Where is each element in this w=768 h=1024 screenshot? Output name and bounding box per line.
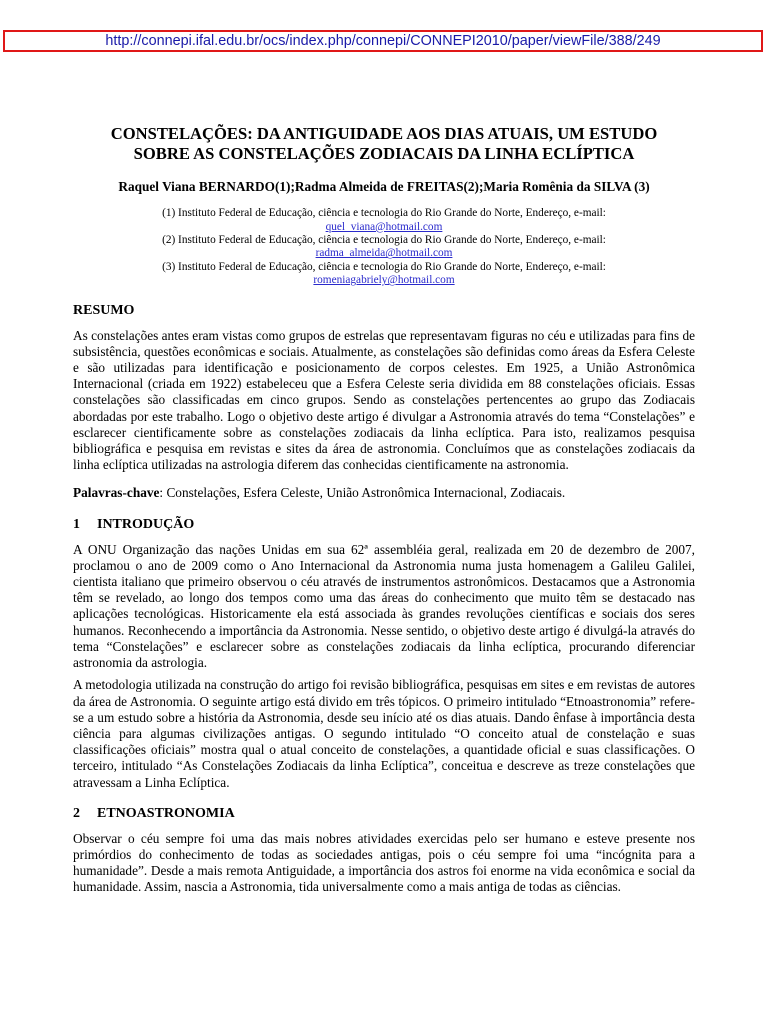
abstract-text: As constelações antes eram vistas como grupos de estrelas que representavam figuras no céu e utilizadas para fins de subsistência, questões econômicas e sociais. Atualmente, as constelações são definidas como áreas da Esfera Celeste e são utilizadas para identificação e posicionamento de corpos celestes. Em 1925, a União Astronômica Internacional (criada em 1922) estabeleceu que a Esfera Celeste seria dividida em 88 constelações oficiais. Essas constelações são classificadas em cinco grupos. Sendo as constelações pertencentes ao grupo das Zodiacais abordadas por este trabalho. Logo o objetivo deste artigo é divulgar a Astronomia através do tema “Constelações” e esclarecer cientificamente sobre as constelações zodiacais da linha eclíptica. Para isto, realizamos pesquisa bibliográfica e pesquisa em revistas e sites da área de astronomia. Concluímos que as constelações zodiacais da linha eclíptica utilizadas na astrologia diferem das conhecidas cientificamente na astronomia. <box>73 327 695 473</box>
affiliations <box>73 207 695 287</box>
affiliation-email-link[interactable]: radma_almeida@hotmail.com <box>315 247 453 260</box>
source-url-banner[interactable] <box>3 30 763 52</box>
keywords-label: Palavras-chave <box>73 485 160 501</box>
affiliation-3 <box>73 261 695 288</box>
affiliation-2 <box>73 234 695 261</box>
abstract-heading: RESUMO <box>73 302 135 318</box>
section-heading-introduction <box>73 516 695 534</box>
section-number: 1 <box>73 516 80 532</box>
section-title: INTRODUÇÃO <box>97 516 195 532</box>
affiliation-email-link[interactable]: romeniagabriely@hotmail.com <box>313 274 455 287</box>
paper-page <box>73 124 695 902</box>
section-number: 2 <box>73 805 80 821</box>
affiliation-text: (2) Instituto Federal de Educação, ciência e tecnologia do Rio Grande do Norte, Endereço, e-mail: <box>162 234 606 247</box>
section-paragraph: A ONU Organização das nações Unidas em sua 62ª assembléia geral, realizada em 20 de dezembro de 2007, proclamou o ano de 2009 como o Ano Internacional da Astronomia numa justa homenagem a Galileu Galilei, cientista italiano que primeiro observou o céu através de instrumentos astronômicos. Destacamos que a Astronomia têm se revelado, ao longo dos tempos como uma das áreas do conhecimento que muito têm se destacado nas aplicações tecnológicas. Historicamente ela está associada às grandes revoluções científicas e sociais dos seres humanos. Reconhecendo a importância da Astronomia. Nesse sentido, o objetivo deste artigo é divulgá-la através do tema “Constelações” e esclarecer sobre as constelações zodiacais da linha eclíptica, procurando diferenciar astronomia da astrologia. <box>73 541 695 671</box>
section-title: ETNOASTRONOMIA <box>97 805 235 821</box>
affiliation-text: (1) Instituto Federal de Educação, ciência e tecnologia do Rio Grande do Norte, Endereço, e-mail: <box>162 207 606 220</box>
affiliation-email-link[interactable]: quel_viana@hotmail.com <box>325 220 443 233</box>
section-heading-etnoastronomia <box>73 805 695 823</box>
keywords-text: : Constelações, Esfera Celeste, União Astronômica Internacional, Zodiacais. <box>159 485 566 501</box>
section-paragraph: A metodologia utilizada na construção do artigo foi revisão bibliográfica, pesquisas em sites e em revistas de autores da área de Astronomia. O seguinte artigo está divido em três tópicos. O primeiro intitulado “Etnoastronomia” refere-se a um estudo sobre a história da Astronomia, desde seu início até os dias atuais. Dando ênfase à importância desta ciência para algumas civilizações antigas. O segundo intitulado “O conceito atual de constelação e suas classificações oficiais” mostra qual o atual conceito de constelações, a quantidade oficial e suas classificações. O terceiro, intitulado “As Constelações Zodiacais da linha Eclíptica”, conceitua e descreve as treze constelações que atravessam a Linha Eclíptica. <box>73 677 695 790</box>
paper-title-line-2: SOBRE AS CONSTELAÇÕES ZODIACAIS DA LINHA ECLÍPTICA <box>133 143 635 163</box>
paper-title-line-1: CONSTELAÇÕES: DA ANTIGUIDADE AOS DIAS ATUAIS, UM ESTUDO <box>110 124 658 143</box>
affiliation-1 <box>73 207 695 234</box>
paper-authors: Raquel Viana BERNARDO(1);Radma Almeida de FREITAS(2);Maria Romênia da SILVA (3) <box>118 179 650 194</box>
section-paragraph: Observar o céu sempre foi uma das mais nobres atividades exercidas pelo ser humano e esteve presente nos primórdios do conhecimento de todas as sociedades antigas, pois o céu sempre foi uma “incógnita para a humanidade”. Desde a mais remota Antiguidade, a importância dos astros foi enorme na vida econômica e social da humanidade. Assim, nascia a Astronomia, tida universalmente como a mais antiga de todas as ciências. <box>73 830 695 895</box>
source-url-text[interactable]: http://connepi.ifal.edu.br/ocs/index.php/connepi/CONNEPI2010/paper/viewFile/388/249 <box>105 33 661 49</box>
keywords <box>73 485 695 501</box>
affiliation-text: (3) Instituto Federal de Educação, ciência e tecnologia do Rio Grande do Norte, Endereço, e-mail: <box>162 260 606 273</box>
paper-title <box>73 124 695 163</box>
